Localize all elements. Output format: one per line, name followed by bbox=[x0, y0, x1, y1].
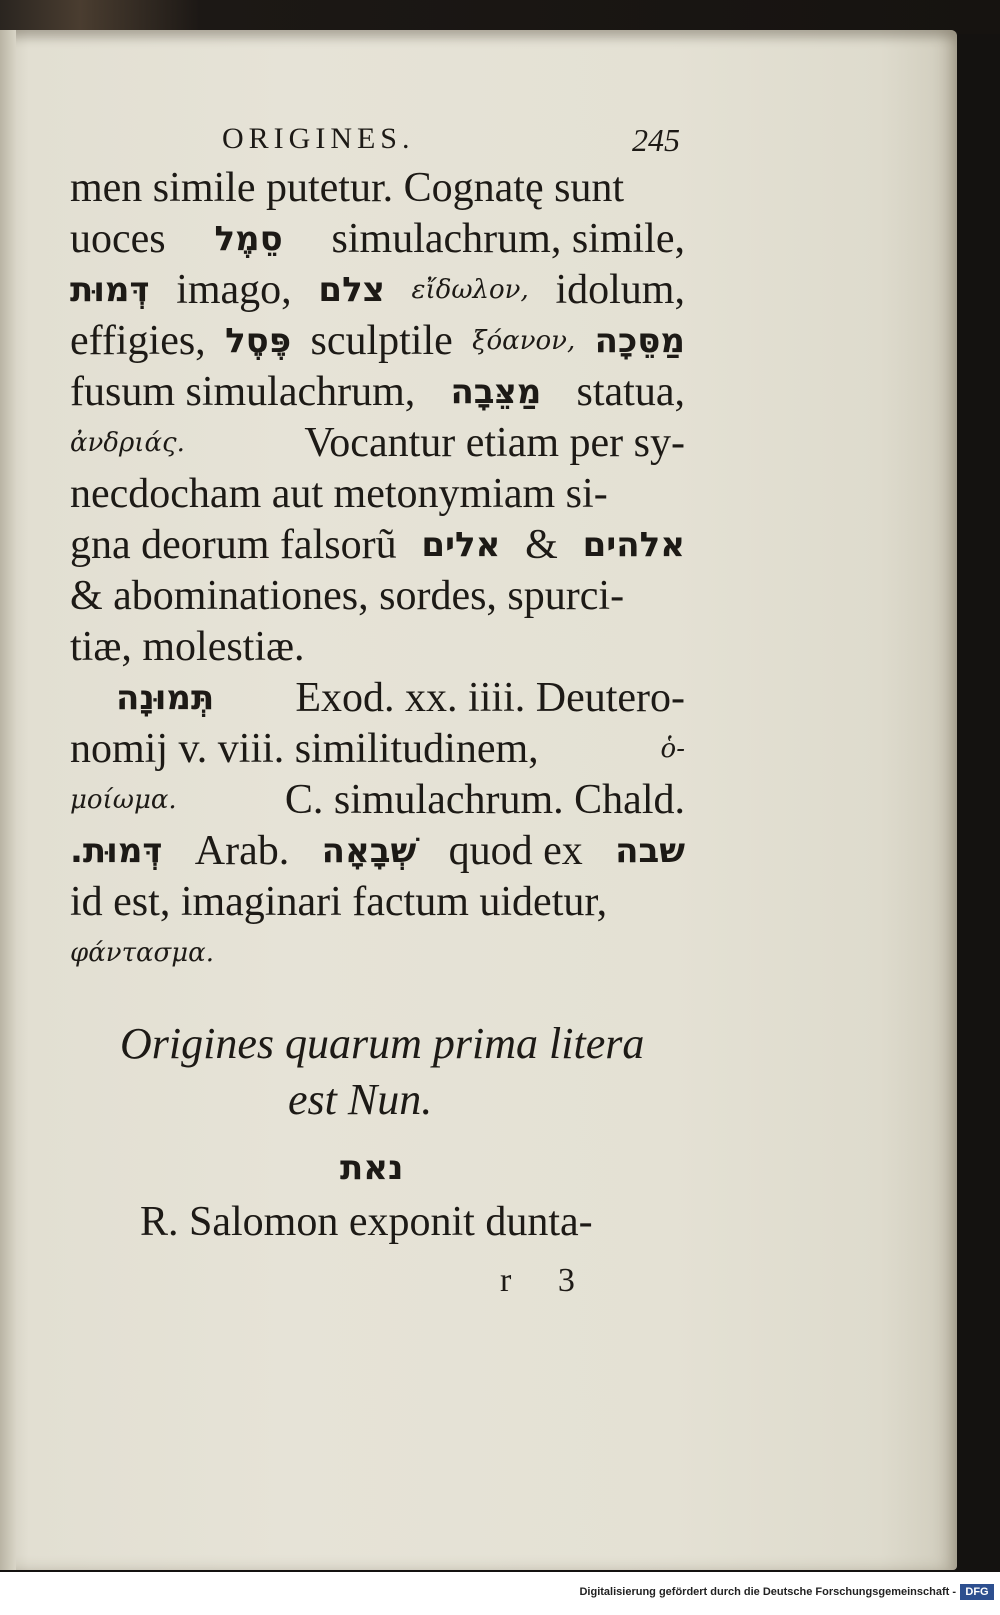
text-line bbox=[70, 826, 685, 877]
greek-word: φάντασμα. bbox=[70, 938, 214, 968]
text-run: simulachrum, simile, bbox=[331, 216, 685, 262]
text-run: imago, bbox=[176, 267, 292, 313]
text-run: & bbox=[525, 522, 558, 568]
text-run: tiæ, molestiæ. bbox=[70, 624, 305, 670]
text-run: effigies, bbox=[70, 318, 206, 364]
text-line bbox=[70, 367, 685, 418]
hebrew-word: סֵמֶל bbox=[214, 219, 283, 259]
text-run: fusum simulachrum, bbox=[70, 369, 416, 415]
hebrew-word: שבה bbox=[615, 831, 685, 871]
text-run: sculptile bbox=[310, 318, 453, 364]
page-gutter bbox=[0, 30, 16, 1570]
text-run: idolum, bbox=[555, 267, 685, 313]
footer-credit: Digitalisierung gefördert durch die Deutsche Forschungsgemeinschaft - bbox=[579, 1586, 956, 1598]
text-run: Vocantur etiam per sy- bbox=[304, 420, 685, 466]
text-line: R. Salomon exponit dunta- bbox=[140, 1199, 593, 1245]
signature-mark: r 3 bbox=[500, 1262, 575, 1299]
page-number: 245 bbox=[632, 122, 680, 158]
footer-bar bbox=[0, 1572, 1000, 1615]
scan-top-edge bbox=[0, 0, 1000, 34]
hebrew-word: מַצֵּבָה bbox=[450, 372, 542, 412]
section-title bbox=[120, 1016, 645, 1128]
text-line bbox=[70, 877, 685, 928]
hebrew-word: מַסֵּכָה bbox=[594, 321, 685, 361]
text-run: statua, bbox=[576, 369, 685, 415]
text-run: men simile putetur. Cognatę sunt bbox=[70, 165, 625, 211]
text-run: gna deorum falsorũ bbox=[70, 522, 397, 568]
text-line bbox=[70, 520, 685, 571]
hebrew-word: אלהים bbox=[582, 525, 685, 565]
text-line bbox=[70, 775, 685, 826]
hebrew-word: צלם bbox=[318, 270, 385, 310]
hebrew-word: שְׁבָאָה bbox=[321, 831, 417, 871]
text-run: C. simulachrum. Chald. bbox=[284, 777, 685, 823]
text-line bbox=[70, 265, 685, 316]
dfg-logo: DFG bbox=[960, 1584, 994, 1600]
entry-headword: נאת bbox=[340, 1148, 404, 1188]
hebrew-word: דְּמוּת bbox=[70, 270, 150, 310]
greek-word: ὁ- bbox=[660, 734, 685, 764]
text-run: uoces bbox=[70, 216, 166, 262]
running-head: ORIGINES. bbox=[222, 122, 415, 155]
text-run: quod ex bbox=[448, 828, 583, 874]
text-run: Arab. bbox=[194, 828, 290, 874]
text-line bbox=[70, 418, 685, 469]
hebrew-word: דְּמוּת. bbox=[70, 831, 163, 871]
body-text bbox=[70, 163, 685, 979]
greek-word: ξόανον, bbox=[472, 326, 576, 356]
greek-word: μοίωμα. bbox=[70, 785, 177, 815]
hebrew-word: פֶּסֶל bbox=[225, 321, 292, 361]
text-line bbox=[70, 316, 685, 367]
text-line bbox=[70, 724, 685, 775]
text-line bbox=[70, 622, 685, 673]
text-run: nomij v. viii. similitudinem, bbox=[70, 726, 539, 772]
text-line bbox=[70, 673, 685, 724]
text-run: id est, imaginari factum uidetur, bbox=[70, 879, 608, 925]
text-run: necdocham aut metonymiam si- bbox=[70, 471, 608, 517]
hebrew-word: אלים bbox=[421, 525, 501, 565]
text-line bbox=[70, 469, 685, 520]
section-title-line-1: Origines quarum prima litera bbox=[120, 1019, 645, 1068]
text-line bbox=[70, 163, 685, 214]
greek-word: εἴδωλον, bbox=[411, 275, 529, 305]
hebrew-word: תְּמוּנָה bbox=[116, 678, 215, 718]
text-run: & abominationes, sordes, spurci- bbox=[70, 573, 625, 619]
text-line bbox=[70, 571, 685, 622]
text-line bbox=[70, 928, 685, 979]
section-title-line-2: est Nun. bbox=[288, 1075, 433, 1124]
greek-word: ἀνδριάς. bbox=[70, 428, 185, 458]
text-run: Exod. xx. iiii. Deutero- bbox=[295, 675, 685, 721]
text-line bbox=[70, 214, 685, 265]
